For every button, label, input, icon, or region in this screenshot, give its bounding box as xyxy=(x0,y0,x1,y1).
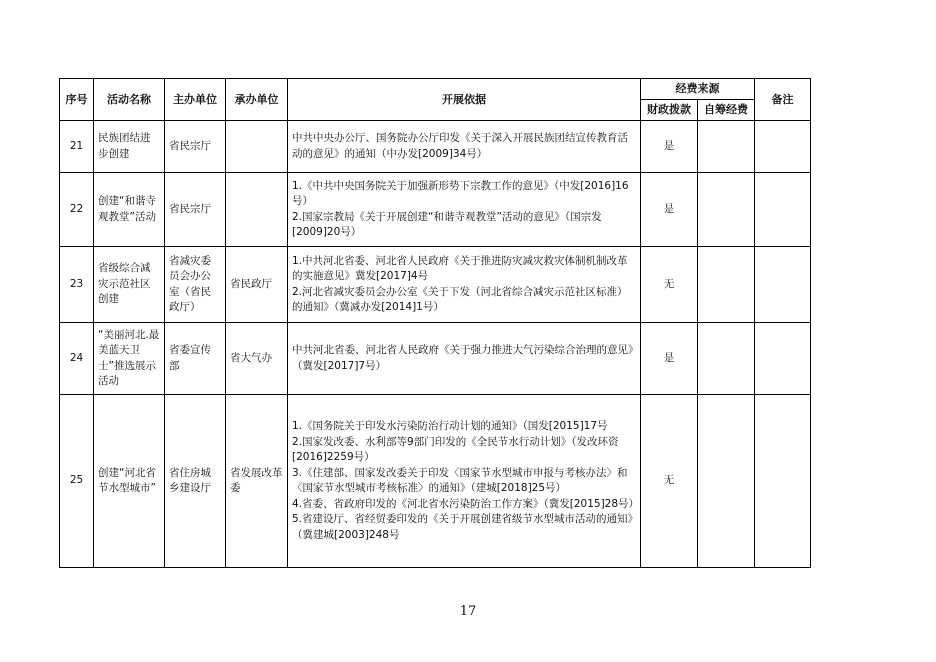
header-funding-self: 自筹经费 xyxy=(698,100,755,121)
cell-funding-self xyxy=(698,323,755,395)
cell-sponsor: 省民宗厅 xyxy=(165,121,226,173)
cell-organizer: 省大气办 xyxy=(226,323,288,395)
cell-basis xyxy=(288,247,641,323)
cell-basis xyxy=(288,121,641,173)
header-sponsor: 主办单位 xyxy=(165,79,226,121)
header-remarks: 备注 xyxy=(755,79,811,121)
cell-basis xyxy=(288,323,641,395)
header-activity-name: 活动名称 xyxy=(94,79,165,121)
cell-activity-name: 省级综合减灾示范社区创建 xyxy=(94,247,165,323)
cell-basis xyxy=(288,173,641,247)
cell-no: 24 xyxy=(60,323,94,395)
cell-funding-gov: 是 xyxy=(641,173,698,247)
header-no: 序号 xyxy=(60,79,94,121)
basis-line: 中共中央办公厅、国务院办公厅印发《关于深入开展民族团结宣传教育活动的意见》的通知（中办发[2009]34号） xyxy=(292,132,628,160)
cell-funding-self xyxy=(698,121,755,173)
cell-sponsor: 省委宣传部 xyxy=(165,323,226,395)
cell-funding-self xyxy=(698,395,755,568)
cell-funding-self xyxy=(698,173,755,247)
cell-organizer: 省发展改革委 xyxy=(226,395,288,568)
activities-table xyxy=(59,78,811,568)
basis-line: 2.国家发改委、水利部等9部门印发的《全民节水行动计划》（发改环资[2016]2259号） xyxy=(292,435,619,463)
header-basis: 开展依据 xyxy=(288,79,641,121)
cell-funding-gov: 是 xyxy=(641,323,698,395)
cell-sponsor: 省住房城乡建设厅 xyxy=(165,395,226,568)
cell-funding-gov: 无 xyxy=(641,395,698,568)
cell-remarks xyxy=(755,395,811,568)
cell-funding-gov: 是 xyxy=(641,121,698,173)
cell-organizer: 省民政厅 xyxy=(226,247,288,323)
basis-line: 3.《住建部、国家发改委关于印发〈国家节水型城市申报与考核办法〉和〈国家节水型城市考核标准〉的通知》（建城[2018]25号） xyxy=(292,466,628,494)
cell-sponsor: 省民宗厅 xyxy=(165,173,226,247)
cell-activity-name: “美丽河北.最美蓝天卫士”推选展示活动 xyxy=(94,323,165,395)
table-row xyxy=(60,121,811,173)
table-row xyxy=(60,323,811,395)
basis-line: 2.国家宗教局《关于开展创建“和谐寺观教堂”活动的意见》（国宗发[2009]20号） xyxy=(292,210,602,238)
cell-funding-gov: 无 xyxy=(641,247,698,323)
cell-remarks xyxy=(755,121,811,173)
cell-activity-name: 创建“河北省节水型城市” xyxy=(94,395,165,568)
basis-line: 1.中共河北省委、河北省人民政府《关于推进防灾减灾救灾体制机制改革的实施意见》冀发[2017]4号 xyxy=(292,254,628,282)
basis-line: 1.《国务院关于印发水污染防治行动计划的通知》（国发[2015]17号 xyxy=(292,420,608,432)
header-organizer: 承办单位 xyxy=(226,79,288,121)
table-row xyxy=(60,247,811,323)
cell-organizer xyxy=(226,121,288,173)
basis-line: 5.省建设厅、省经贸委印发的《关于开展创建省级节水型城市活动的通知》（冀建城[2003]248号 xyxy=(292,513,633,541)
cell-no: 21 xyxy=(60,121,94,173)
table-row xyxy=(60,395,811,568)
cell-no: 23 xyxy=(60,247,94,323)
cell-no: 25 xyxy=(60,395,94,568)
table-row xyxy=(60,173,811,247)
cell-organizer xyxy=(226,173,288,247)
cell-basis xyxy=(288,395,641,568)
header-funding-gov: 财政拨款 xyxy=(641,100,698,121)
basis-line: 4.省委、省政府印发的《河北省水污染防治工作方案》（冀发[2015]28号） xyxy=(292,497,640,510)
cell-no: 22 xyxy=(60,173,94,247)
cell-remarks xyxy=(755,323,811,395)
page-number: 17 xyxy=(459,604,477,619)
cell-funding-self xyxy=(698,247,755,323)
basis-line: 2.河北省减灾委员会办公室《关于下发（河北省综合减灾示范社区标准）的通知》（冀减办发[2014]1号） xyxy=(292,285,628,313)
basis-line: 1.《中共中央国务院关于加强新形势下宗教工作的意见》（中发[2016]16号） xyxy=(292,179,629,207)
cell-sponsor: 省减灾委员会办公室（省民政厅） xyxy=(165,247,226,323)
basis-line: 中共河北省委、河北省人民政府《关于强力推进大气污染综合治理的意见》（冀发[2017]7号） xyxy=(292,344,634,372)
header-funding-source: 经费来源 xyxy=(641,79,755,100)
cell-remarks xyxy=(755,173,811,247)
cell-activity-name: 民族团结进步创建 xyxy=(94,121,165,173)
cell-activity-name: 创建“和谐寺观教堂”活动 xyxy=(94,173,165,247)
cell-remarks xyxy=(755,247,811,323)
